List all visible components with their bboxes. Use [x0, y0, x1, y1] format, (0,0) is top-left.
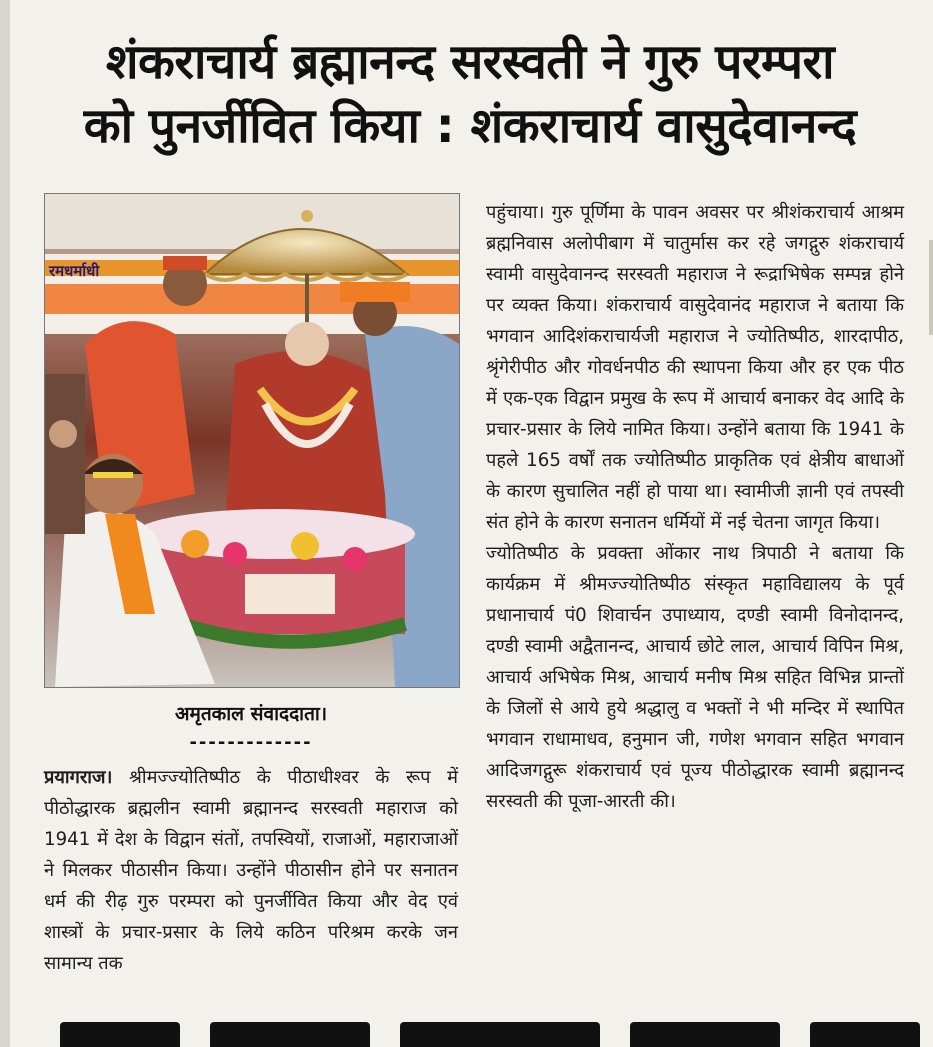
headline-line-1: शंकराचार्य ब्रह्मानन्द सरस्वती ने गुरु परम्परा	[105, 34, 835, 90]
article-photo	[44, 193, 460, 688]
right-paragraph-2: ज्योतिष्पीठ के प्रवक्ता ओंकार नाथ त्रिपाठी ने बताया कि कार्यक्रम में श्रीमज्ज्योतिष्पीठ संस्कृत महाविद्यालय के पूर्व प्रधानाचार्य पं0 शिवार्चन उपाध्याय, दण्डी स्वामी विनोदानन्द, दण्डी स्वामी अद्वैतानन्द, आचार्य छोटे लाल, आचार्य विपिन मिश्र, आचार्य अभिषेक मिश्र, आचार्य मनीष मिश्र सहित विभिन्न प्रान्तों के जिलों से आये हुये श्रद्धालु व भक्तों ने भी मन्दिर में स्थापित भगवान राधामाधव, हनुमान जी, गणेश भगवान सहित भगवान आदिजगद्गुरू शंकराचार्य एवं पूज्य पीठोद्धारक स्वामी ब्रह्मानन्द सरस्वती की पूजा-आरती की।	[486, 543, 904, 812]
left-paragraph	[44, 762, 458, 979]
article-column-right	[486, 197, 904, 817]
ceremony-photo-illustration	[45, 194, 459, 687]
photo-banner-text: रमधर्माधी	[49, 262, 100, 280]
article-headline	[40, 30, 900, 158]
page-edge	[0, 0, 10, 1047]
headline-line-2: को पुनर्जीवित किया : शंकराचार्य वासुदेवानन्द	[83, 98, 857, 154]
byline-separator: -------------	[189, 732, 313, 753]
left-body-text: श्रीमज्ज्योतिष्पीठ के पीठाधीश्वर के रूप में पीठोद्धारक ब्रह्मलीन स्वामी ब्रह्मानन्द सरस्वती महाराज को 1941 में देश के विद्वान संतों, तपस्वियों, राजाओं, महाराजाओं ने मिलकर पीठासीन किया। उन्होंने पीठासीन होने पर सनातन धर्म की रीढ़ गुरु परम्परा को पुनर्जीवित किया और वेद एवं शास्त्रों के प्रचार-प्रसार के लिये कठिन परिश्रम करके जन सामान्य तक	[44, 767, 458, 974]
page-edge-mark	[929, 240, 933, 335]
article-column-left	[44, 762, 458, 979]
right-paragraph-1: पहुंचाया। गुरु पूर्णिमा के पावन अवसर पर श्रीशंकराचार्य आश्रम ब्रह्मनिवास अलोपीबाग में चातुर्मास कर रहे जगद्गुरु शंकराचार्य स्वामी वासुदेवानन्द सरस्वती महाराज ने रूद्राभिषेक सम्पन्न होने पर व्यक्त किया। शंकराचार्य वासुदेवानंद महाराज ने बताया कि भगवान आदिशंकराचार्यजी महाराज ने ज्योतिष्पीठ, शारदापीठ, श्रृंगेरीपीठ और गोवर्धनपीठ की स्थापना किया और हर एक पीठ में एक-एक विद्वान प्रमुख के रूप में आचार्य बनाकर वेद आदि के प्रचार-प्रसार के लिये नामित किया। उन्होंने बताया कि 1941 के पहले 165 वर्षों तक ज्योतिष्पीठ प्राकृतिक एवं क्षेत्रीय बाधाओं के कारण सुचालित नहीं हो पाया था। स्वामीजी ज्ञानी एवं तपस्वी संत होने के कारण सनातन धर्मियों में नई चेतना जागृत किया।	[486, 202, 904, 533]
next-headline-cutoff	[40, 1018, 933, 1047]
dateline: प्रयागराज।	[44, 767, 113, 788]
byline: अमृतकाल संवाददाता।	[174, 703, 328, 725]
